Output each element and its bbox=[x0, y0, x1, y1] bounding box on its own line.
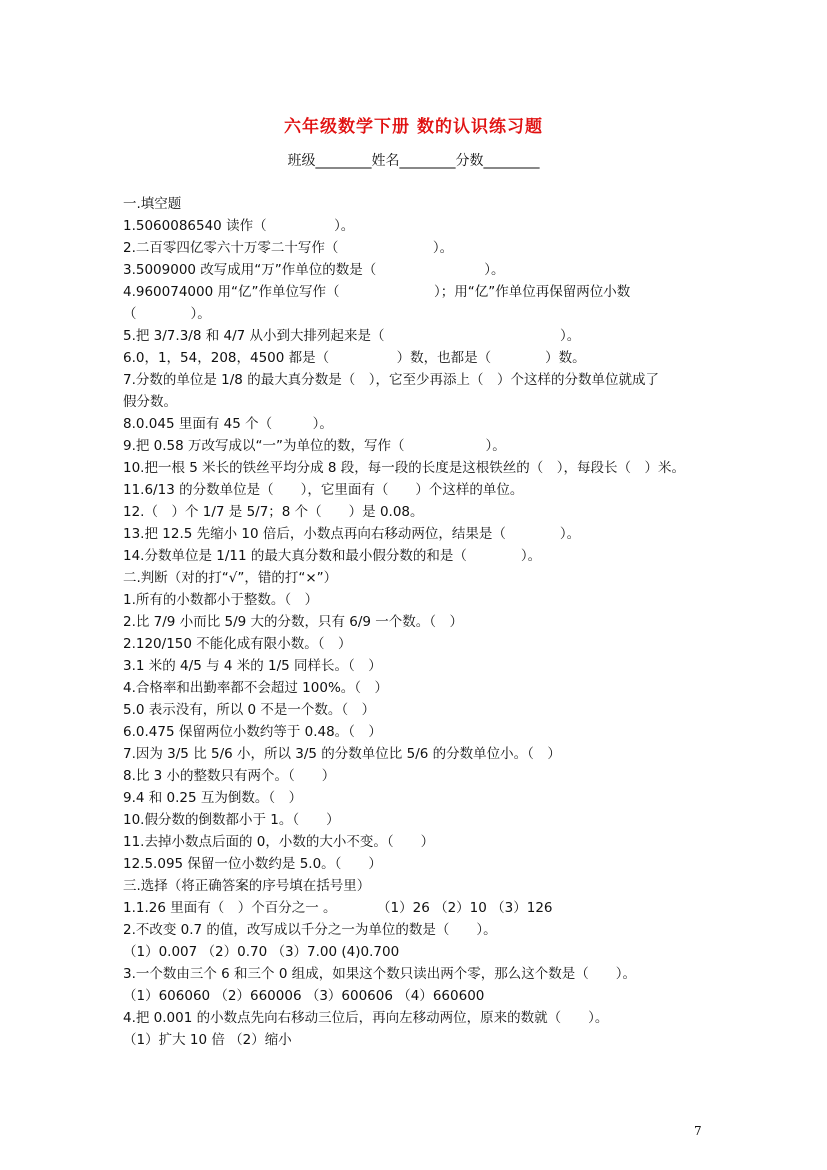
question-line: 6.0，1，54，208，4500 都是（ ）数，也都是（ ）数。 bbox=[123, 350, 586, 366]
question-line: 14.分数单位是 1/11 的最大真分数和最小假分数的和是（ ）。 bbox=[123, 548, 542, 564]
question-line: 11.去掉小数点后面的 0，小数的大小不变。（ ） bbox=[123, 834, 435, 850]
question-line: 3.1 米的 4/5 与 4 米的 1/5 同样长。（ ） bbox=[123, 658, 382, 674]
question-line: 假分数。 bbox=[123, 394, 177, 410]
question-line: 2.120/150 不能化成有限小数。（ ） bbox=[123, 636, 352, 652]
page-title: 六年级数学下册 数的认识练习题 bbox=[284, 117, 543, 137]
question-line: 2.不改变 0.7 的值，改写成以千分之一为单位的数是（ ）。 bbox=[123, 922, 497, 938]
question-line: 3.一个数由三个 6 和三个 0 组成，如果这个数只读出两个零，那么这个数是（ ）。 bbox=[123, 966, 636, 982]
question-line: 10.假分数的倒数都小于 1。（ ） bbox=[123, 812, 340, 828]
question-line: 12.（ ）个 1/7 是 5/7；8 个（ ）是 0.08。 bbox=[123, 504, 424, 520]
question-line: 7.分数的单位是 1/8 的最大真分数是（ ），它至少再添上（ ）个这样的分数单位就成了 bbox=[123, 372, 659, 388]
question-line: 7.因为 3/5 比 5/6 小，所以 3/5 的分数单位比 5/6 的分数单位小。（ ） bbox=[123, 746, 561, 762]
section-heading: 三.选择（将正确答案的序号填在括号里） bbox=[123, 878, 371, 894]
student-info-line: 班级________姓名________分数________ bbox=[287, 153, 540, 169]
question-line: 4.960074000 用“亿”作单位写作（ ）；用“亿”作单位再保留两位小数 bbox=[123, 284, 631, 300]
question-line: 5.把 3/7.3/8 和 4/7 从小到大排列起来是（ ）。 bbox=[123, 328, 581, 344]
question-line: 11.6/13 的分数单位是（ ），它里面有（ ）个这样的单位。 bbox=[123, 482, 524, 498]
page-number: 7 bbox=[694, 1124, 702, 1138]
option-line: （1）0.007 （2）0.70 （3）7.00 (4)0.700 bbox=[123, 944, 400, 960]
question-line: 3.5009000 改写成用“万”作单位的数是（ ）。 bbox=[123, 262, 505, 278]
option-line: （1）606060 （2）660006 （3）600606 （4）660600 bbox=[123, 988, 485, 1004]
option-line: （1）扩大 10 倍 （2）缩小 bbox=[123, 1032, 292, 1048]
exercise-body bbox=[123, 193, 723, 1051]
question-line: 1.5060086540 读作（ ）。 bbox=[123, 218, 355, 234]
question-line: 9.把 0.58 万改写成以“一”为单位的数，写作（ ）。 bbox=[123, 438, 506, 454]
question-line: 4.合格率和出勤率都不会超过 100%。（ ） bbox=[123, 680, 389, 696]
question-line: 1.所有的小数都小于整数。（ ） bbox=[123, 592, 319, 608]
question-line: 5.0 表示没有，所以 0 不是一个数。（ ） bbox=[123, 702, 376, 718]
section-heading: 二.判断（对的打“√”，错的打“×”） bbox=[123, 570, 338, 586]
question-line: 2.比 7/9 小而比 5/9 大的分数，只有 6/9 一个数。（ ） bbox=[123, 614, 464, 630]
question-line: （ ）。 bbox=[123, 306, 211, 322]
question-line: 1.1.26 里面有（ ）个百分之一 。 （1）26 （2）10 （3）126 bbox=[123, 900, 553, 916]
question-line: 2.二百零四亿零六十万零二十写作（ ）。 bbox=[123, 240, 454, 256]
question-line: 13.把 12.5 先缩小 10 倍后，小数点再向右移动两位，结果是（ ）。 bbox=[123, 526, 581, 542]
question-line: 8.0.045 里面有 45 个（ ）。 bbox=[123, 416, 333, 432]
question-line: 4.把 0.001 的小数点先向右移动三位后，再向左移动两位，原来的数就（ ）。 bbox=[123, 1010, 609, 1026]
question-line: 12.5.095 保留一位小数约是 5.0。（ ） bbox=[123, 856, 382, 872]
question-line: 8.比 3 小的整数只有两个。（ ） bbox=[123, 768, 336, 784]
question-line: 10.把一根 5 米长的铁丝平均分成 8 段，每一段的长度是这根铁丝的（ ），每段长（ ）米。 bbox=[123, 460, 686, 476]
question-line: 6.0.475 保留两位小数约等于 0.48。（ ） bbox=[123, 724, 382, 740]
question-line: 9.4 和 0.25 互为倒数。（ ） bbox=[123, 790, 303, 806]
section-heading: 一.填空题 bbox=[123, 196, 182, 212]
